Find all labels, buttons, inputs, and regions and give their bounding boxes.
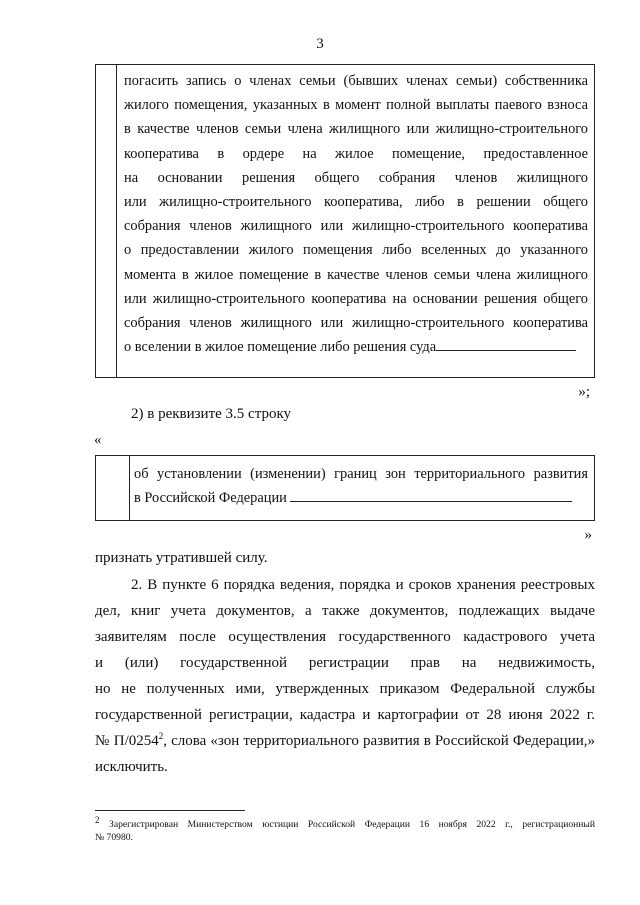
text-fragment: , слова «зон территориального развития в Российской Федерации,» bbox=[163, 733, 595, 749]
closing-quote: »; bbox=[578, 384, 590, 400]
order-number: № П/0254 bbox=[95, 733, 159, 749]
amendment-table-1 bbox=[95, 64, 595, 378]
footnote-ref: 2 bbox=[158, 731, 164, 741]
text-line: заявителям после осуществления государственного кадастрового учета bbox=[95, 629, 595, 645]
footnote-marker: 2 bbox=[95, 814, 100, 825]
table-column-divider bbox=[116, 65, 117, 377]
text-line-last bbox=[124, 335, 588, 359]
text-line: кооператива в ордере на жилое помещение, предоставленное bbox=[124, 145, 588, 162]
text-line: или жилищно-строительного кооператива, либо в решении общего bbox=[124, 194, 588, 211]
footnote bbox=[95, 814, 595, 844]
fill-blank bbox=[436, 338, 576, 351]
amendment-table-2 bbox=[95, 455, 595, 521]
text-line bbox=[95, 728, 595, 754]
opening-quote: « bbox=[94, 432, 102, 448]
text-line: жилого помещения, указанных в момент полной выплаты паевого взноса bbox=[124, 97, 588, 114]
fill-blank bbox=[290, 489, 572, 502]
footnote-separator bbox=[95, 810, 245, 811]
paragraph-2 bbox=[95, 572, 595, 780]
text-line-last-content: в Российской Федерации bbox=[134, 490, 287, 506]
text-line: в качестве членов семьи члена жилищного или жилищно-строительного bbox=[124, 121, 588, 138]
lost-force-text: признать утратившей силу. bbox=[95, 550, 268, 566]
text-line: дел, книг учета документов, а также документов, подлежащих выдаче bbox=[95, 603, 595, 619]
text-line: или жилищно-строительного кооператива на основании решения общего bbox=[124, 290, 588, 307]
text-line-last bbox=[134, 486, 588, 510]
text-line: государственной регистрации, кадастра и картографии от 28 июня 2022 г. bbox=[95, 707, 595, 723]
text-line: собрания членов жилищного или жилищно-строительного кооператива bbox=[124, 218, 588, 235]
closing-quote: » bbox=[584, 527, 592, 543]
text-line: и (или) государственной регистрации прав на недвижимость, bbox=[95, 655, 595, 671]
text-line: момента в жилое помещение в качестве членов семьи члена жилищного bbox=[124, 266, 588, 283]
text-line-last: исключить. bbox=[95, 759, 168, 775]
text-line: но не полученных ими, утвержденных приказом Федеральной службы bbox=[95, 681, 595, 697]
item-2: 2) в реквизите 3.5 строку bbox=[131, 406, 292, 422]
footnote-text: Зарегистрирован Министерством юстиции Российской Федерации 16 ноября 2022 г., регистрационный bbox=[99, 819, 595, 830]
text-line-last-content: о вселении в жилое помещение либо решения суда bbox=[124, 339, 437, 356]
text-line: 2. В пункте 6 порядка ведения, порядка и сроков хранения реестровых bbox=[131, 577, 595, 593]
table-column-divider bbox=[129, 456, 130, 520]
text-line: погасить запись о членах семьи (бывших членах семьи) собственника bbox=[124, 73, 588, 89]
footnote-line-2: № 70980. bbox=[95, 832, 133, 843]
amendment-text-1 bbox=[124, 69, 588, 359]
text-line: собрания членов жилищного или жилищно-строительного кооператива bbox=[124, 315, 588, 332]
footnote-line bbox=[95, 814, 595, 831]
text-line: на основании решения общего собрания членов жилищного bbox=[124, 169, 588, 186]
text-line: об установлении (изменении) границ зон территориального развития bbox=[134, 466, 588, 482]
page-number: 3 bbox=[316, 36, 324, 52]
amendment-text-2 bbox=[134, 462, 588, 510]
text-line: о предоставлении жилого помещения либо вселенных до указанного bbox=[124, 242, 588, 259]
